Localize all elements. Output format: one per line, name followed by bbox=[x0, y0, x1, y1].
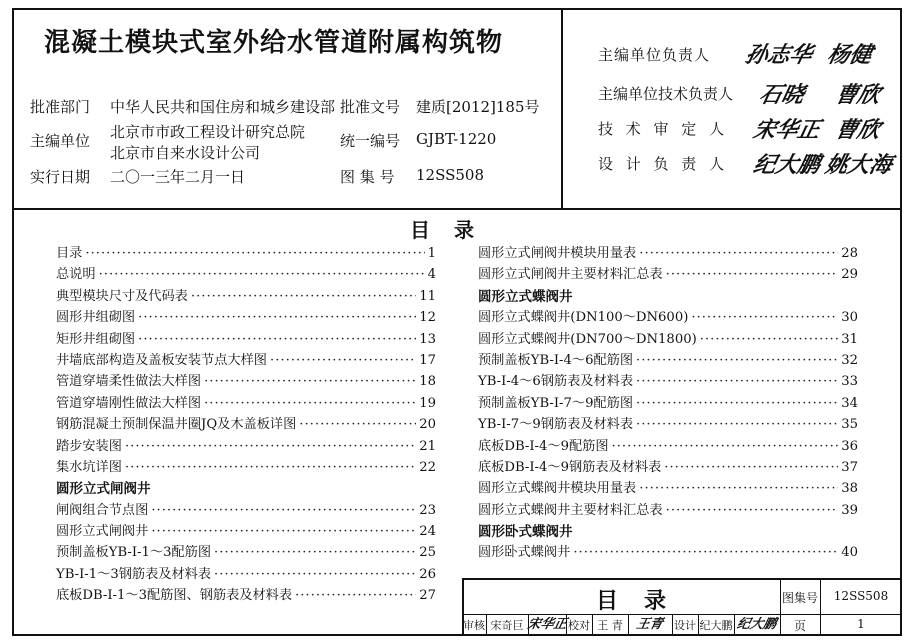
toc-right-column bbox=[478, 242, 858, 563]
toc-entry[interactable] bbox=[478, 328, 858, 349]
review-name: 宋奇巨 bbox=[490, 619, 524, 632]
toc-entry-page: 36 bbox=[841, 438, 858, 454]
toc-entry[interactable] bbox=[478, 263, 858, 284]
toc-leader-dots bbox=[636, 417, 838, 432]
check-label: 校对 bbox=[568, 619, 590, 632]
toc-entry-page: 4 bbox=[427, 267, 436, 283]
toc-entry-title: 圆形立式蝶阀井主要材料汇总表 bbox=[478, 502, 663, 518]
toc-leader-dots bbox=[612, 439, 839, 454]
toc-leader-dots bbox=[151, 503, 416, 518]
unified-no-value: GJBT-1220 bbox=[416, 130, 497, 148]
toc-entry[interactable] bbox=[478, 499, 858, 520]
chief-unit-label: 主编单位 bbox=[30, 132, 91, 150]
signature-tech-1: 石晓 bbox=[756, 82, 807, 108]
toc-entry[interactable] bbox=[56, 435, 436, 456]
approve-dept-value: 中华人民共和国住房和城乡建设部 bbox=[110, 98, 336, 116]
title-block-atlas-value: 12SS508 bbox=[833, 589, 889, 603]
page-value: 1 bbox=[857, 617, 865, 631]
toc-entry[interactable] bbox=[56, 285, 436, 306]
toc-leader-dots bbox=[125, 439, 416, 454]
toc-entry-title: 圆形井组砌图 bbox=[56, 310, 136, 326]
toc-entry-title: 预制盖板YB-Ⅰ-7～9配筋图 bbox=[478, 395, 634, 411]
toc-entry-page: 30 bbox=[841, 310, 858, 326]
toc-entry[interactable] bbox=[56, 499, 436, 520]
toc-leader-dots bbox=[204, 396, 416, 411]
toc-leader-dots bbox=[138, 310, 416, 325]
toc-leader-dots bbox=[666, 267, 839, 282]
impl-date-label: 实行日期 bbox=[30, 168, 91, 186]
toc-entry-page: 21 bbox=[419, 438, 436, 454]
signature-design-2: 姚大海 bbox=[822, 152, 895, 178]
resp-label-review: 技 术 审 定 人 bbox=[598, 120, 729, 138]
signature-review-2: 曹欣 bbox=[832, 117, 883, 143]
chief-unit-value-1: 北京市市政工程设计研究总院 bbox=[110, 123, 306, 141]
signature-chief-2: 杨健 bbox=[824, 42, 875, 68]
toc-leader-dots bbox=[295, 588, 416, 603]
toc-entry-page: 12 bbox=[419, 310, 436, 326]
toc-entry-page: 34 bbox=[841, 395, 858, 411]
toc-entry[interactable] bbox=[56, 563, 436, 584]
toc-entry-page: 31 bbox=[841, 331, 858, 347]
toc-entry-page: 25 bbox=[419, 545, 436, 561]
toc-section-heading: 圆形卧式蝶阀井 bbox=[478, 524, 573, 541]
toc-entry[interactable] bbox=[478, 306, 858, 327]
toc-entry-page: 23 bbox=[419, 502, 436, 518]
toc-leader-dots bbox=[99, 267, 425, 282]
toc-entry[interactable] bbox=[478, 242, 858, 263]
toc-leader-dots bbox=[573, 545, 838, 560]
page-label: 页 bbox=[793, 619, 806, 633]
toc-entry-title: 预制盖板YB-Ⅰ-4～6配筋图 bbox=[478, 352, 634, 368]
toc-entry-title: 总说明 bbox=[56, 267, 96, 283]
toc-leader-dots bbox=[636, 353, 838, 368]
toc-entry[interactable] bbox=[478, 370, 858, 391]
toc-entry-page: 27 bbox=[419, 588, 436, 604]
toc-entry-title: 管道穿墙柔性做法大样图 bbox=[56, 374, 202, 390]
toc-entry-page: 40 bbox=[841, 545, 858, 561]
signature-chief-1: 孙志华 bbox=[742, 42, 815, 68]
chief-unit-value-2: 北京市自来水设计公司 bbox=[110, 144, 261, 162]
toc-entry-page: 1 bbox=[427, 246, 436, 261]
header-divider bbox=[561, 8, 563, 208]
toc-entry[interactable] bbox=[56, 328, 436, 349]
toc-entry-page: 22 bbox=[419, 459, 436, 475]
atlas-title: 混凝土模块式室外给水管道附属构筑物 bbox=[44, 28, 504, 58]
toc-entry-page: 24 bbox=[419, 524, 436, 540]
toc-entry[interactable] bbox=[478, 413, 858, 434]
toc-entry-page: 28 bbox=[841, 246, 858, 261]
toc-leader-dots bbox=[700, 332, 838, 347]
toc-entry-page: 26 bbox=[419, 566, 436, 582]
toc-entry-title: 圆形立式蝶阀井模块用量表 bbox=[478, 481, 637, 497]
resp-label-chief: 主编单位负责人 bbox=[598, 46, 711, 64]
toc-leader-dots bbox=[214, 567, 416, 582]
toc-leader-dots bbox=[204, 374, 416, 389]
toc-entry-page: 17 bbox=[419, 352, 436, 368]
toc-entry-title: YB-Ⅰ-1～3钢筋表及材料表 bbox=[56, 566, 212, 582]
toc-entry-title: 集水坑详图 bbox=[56, 459, 122, 475]
toc-leader-dots bbox=[664, 460, 838, 475]
toc-entry[interactable] bbox=[56, 306, 436, 327]
toc-entry-title: 踏步安装图 bbox=[56, 438, 122, 454]
title-block-atlas-label: 图集号 bbox=[781, 591, 818, 605]
signature-tech-2: 曹欣 bbox=[832, 82, 883, 108]
toc-leader-dots bbox=[691, 310, 838, 325]
toc-entry[interactable] bbox=[56, 370, 436, 391]
toc-entry-title: 闸阀组合节点图 bbox=[56, 502, 149, 518]
toc-entry-page: 11 bbox=[419, 288, 436, 304]
toc-leader-dots bbox=[636, 374, 838, 389]
design-signature: 纪大鹏 bbox=[735, 617, 778, 632]
toc-leader-dots bbox=[85, 246, 424, 261]
toc-entry-title: 圆形立式闸阀井 bbox=[56, 524, 149, 540]
design-name: 纪大鹏 bbox=[699, 619, 733, 632]
approve-doc-label: 批准文号 bbox=[340, 98, 401, 116]
review-label: 审核 bbox=[463, 619, 485, 632]
toc-entry-title: 圆形卧式蝶阀井 bbox=[478, 545, 571, 561]
toc-entry[interactable] bbox=[56, 392, 436, 413]
header-bottom-rule bbox=[12, 208, 902, 210]
approve-dept-label: 批准部门 bbox=[30, 98, 91, 116]
toc-entry-title: 圆形立式蝶阀井(DN100～DN600) bbox=[478, 310, 689, 326]
toc-leader-dots bbox=[299, 417, 416, 432]
toc-leader-dots bbox=[636, 396, 838, 411]
toc-entry[interactable] bbox=[56, 520, 436, 541]
toc-entry-page: 29 bbox=[841, 267, 858, 283]
toc-leader-dots bbox=[666, 503, 839, 518]
toc-leader-dots bbox=[639, 246, 838, 261]
toc-leader-dots bbox=[151, 524, 416, 539]
toc-entry-title: 井墙底部构造及盖板安装节点大样图 bbox=[56, 352, 267, 368]
toc-entry-title: 底板DB-Ⅰ-4～9配筋图 bbox=[478, 438, 609, 454]
resp-label-tech: 主编单位技术负责人 bbox=[598, 85, 734, 103]
toc-entry-title: YB-Ⅰ-4～6钢筋表及材料表 bbox=[478, 374, 634, 390]
signature-review-1: 宋华正 bbox=[750, 117, 823, 143]
toc-entry-page: 18 bbox=[419, 374, 436, 390]
toc-entry[interactable] bbox=[56, 349, 436, 370]
toc-entry[interactable] bbox=[478, 349, 858, 370]
toc-entry-page: 39 bbox=[841, 502, 858, 518]
toc-entry-title: 目录 bbox=[56, 246, 83, 261]
toc-entry[interactable] bbox=[478, 435, 858, 456]
toc-entry-title: 预制盖板YB-Ⅰ-1～3配筋图 bbox=[56, 545, 212, 561]
toc-entry-page: 13 bbox=[419, 331, 436, 347]
toc-entry[interactable] bbox=[478, 456, 858, 477]
toc-entry-title: 典型模块尺寸及代码表 bbox=[56, 288, 188, 304]
toc-entry-title: 圆形立式闸阀井主要材料汇总表 bbox=[478, 267, 663, 283]
atlas-no-label: 图 集 号 bbox=[340, 168, 395, 186]
toc-entry-title: 管道穿墙刚性做法大样图 bbox=[56, 395, 202, 411]
toc-entry-page: 20 bbox=[419, 417, 436, 433]
toc-section-heading: 圆形立式闸阀井 bbox=[56, 481, 151, 498]
toc-leader-dots bbox=[214, 545, 416, 560]
toc-entry-title: 圆形立式蝶阀井(DN700～DN1800) bbox=[478, 331, 697, 347]
review-signature: 宋华正 bbox=[525, 617, 569, 632]
toc-entry[interactable] bbox=[56, 263, 436, 284]
toc-leader-dots bbox=[639, 481, 838, 496]
toc-entry[interactable] bbox=[56, 456, 436, 477]
toc-entry[interactable] bbox=[56, 242, 436, 263]
title-block-title: 目 录 bbox=[596, 589, 669, 614]
check-signature: 王青 bbox=[634, 617, 665, 632]
atlas-no-value: 12SS508 bbox=[416, 166, 485, 184]
toc-entry-page: 33 bbox=[841, 374, 858, 390]
toc-entry-title: 矩形井组砌图 bbox=[56, 331, 136, 347]
toc-entry[interactable] bbox=[56, 584, 436, 605]
toc-title: 目 录 bbox=[410, 218, 476, 242]
toc-entry-title: YB-Ⅰ-7～9钢筋表及材料表 bbox=[478, 417, 634, 433]
check-name: 王 青 bbox=[597, 619, 623, 632]
toc-entry-page: 35 bbox=[841, 417, 858, 433]
toc-entry-page: 38 bbox=[841, 481, 858, 497]
toc-leader-dots bbox=[125, 460, 416, 475]
toc-entry[interactable] bbox=[56, 413, 436, 434]
toc-left-column bbox=[56, 242, 436, 606]
toc-entry[interactable] bbox=[478, 392, 858, 413]
toc-entry-title: 底板DB-Ⅰ-1～3配筋图、钢筋表及材料表 bbox=[56, 588, 293, 604]
approve-doc-value: 建质[2012]185号 bbox=[416, 98, 540, 116]
toc-entry[interactable] bbox=[478, 541, 858, 562]
toc-entry-page: 19 bbox=[419, 395, 436, 411]
resp-label-design: 设 计 负 责 人 bbox=[598, 155, 729, 173]
toc-section-heading: 圆形立式蝶阀井 bbox=[478, 288, 573, 305]
toc-leader-dots bbox=[270, 353, 416, 368]
impl-date-value: 二〇一三年二月一日 bbox=[110, 168, 246, 186]
toc-entry-title: 钢筋混凝土预制保温井圈JQ及木盖板详图 bbox=[56, 417, 297, 433]
toc-entry[interactable] bbox=[56, 541, 436, 562]
toc-leader-dots bbox=[138, 332, 416, 347]
design-label: 设计 bbox=[674, 619, 696, 632]
toc-entry-page: 32 bbox=[841, 352, 858, 368]
toc-entry[interactable] bbox=[478, 477, 858, 498]
toc-entry-title: 圆形立式闸阀井模块用量表 bbox=[478, 246, 637, 261]
toc-entry-title: 底板DB-Ⅰ-4～9钢筋表及材料表 bbox=[478, 459, 662, 475]
signature-design-1: 纪大鹏 bbox=[750, 152, 823, 178]
toc-entry-page: 37 bbox=[841, 459, 858, 475]
unified-no-label: 统一编号 bbox=[340, 132, 401, 150]
toc-leader-dots bbox=[191, 289, 416, 304]
